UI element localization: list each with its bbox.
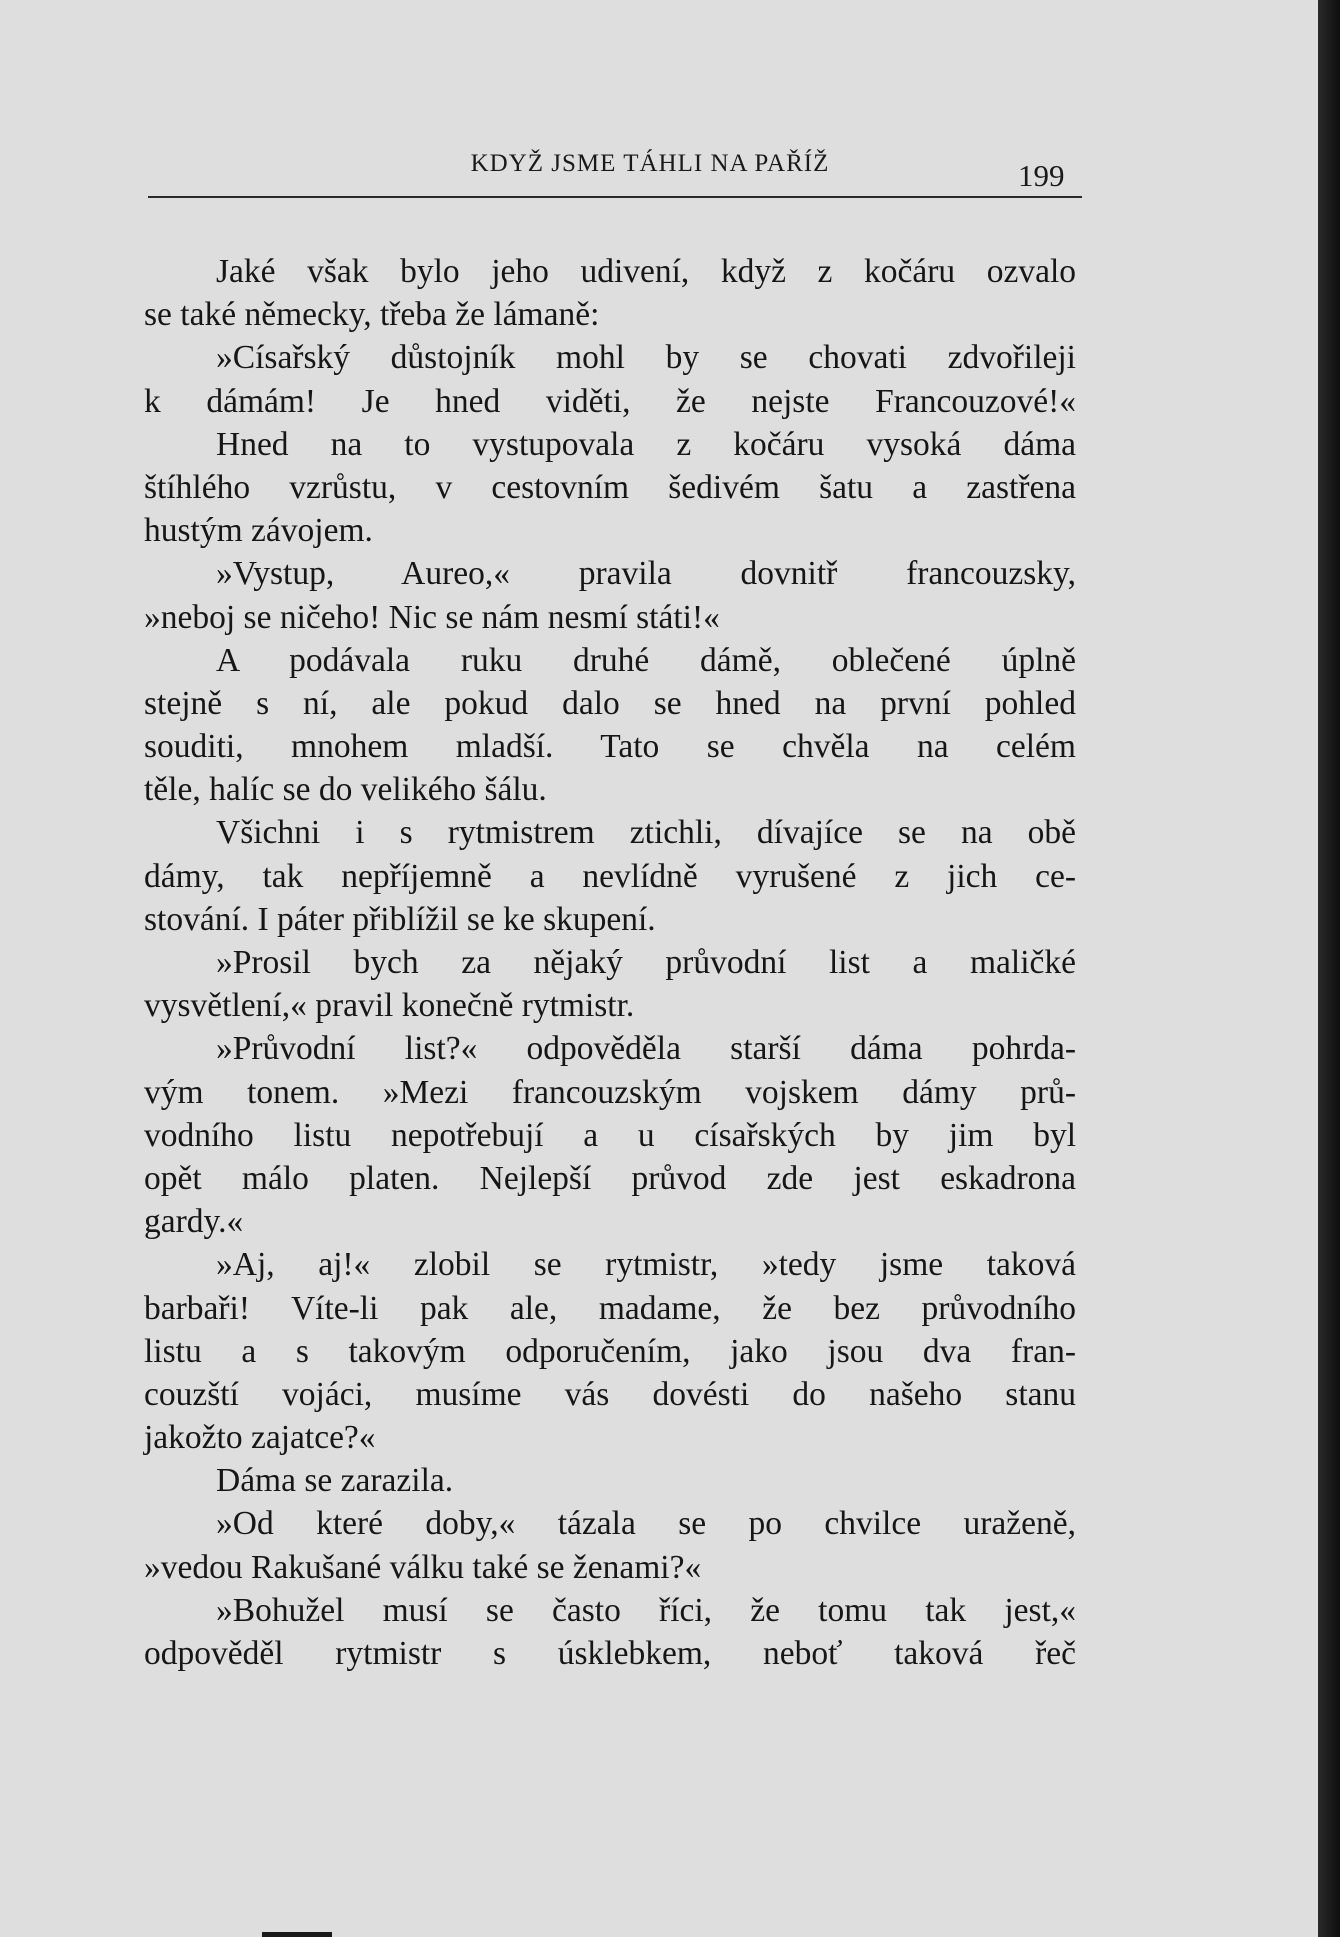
text-line: opět málo platen. Nejlepší průvod zde jest eskadrona — [144, 1159, 1076, 1197]
text-line: gardy.« — [144, 1203, 244, 1241]
text-line: těle, halíc se do velikého šálu. — [144, 771, 547, 809]
text-line: vysvětlení,« pravil konečně rytmistr. — [144, 987, 635, 1025]
text-line: barbaři! Víte-li pak ale, madame, že bez průvodního — [144, 1289, 1076, 1327]
text-line: »Bohužel musí se často říci, že tomu tak jest,« — [216, 1591, 1076, 1629]
text-line: jakožto zajatce?« — [144, 1419, 376, 1457]
text-line: štíhlého vzrůstu, v cestovním šedivém šatu a zastřena — [144, 468, 1076, 506]
text-line: k dámám! Je hned viděti, že nejste Francouzové!« — [144, 382, 1076, 420]
text-line: odpověděl rytmistr s úsklebkem, neboť taková řeč — [144, 1635, 1076, 1672]
header-rule — [148, 196, 1082, 198]
text-line: »vedou Rakušané válku také se ženami?« — [144, 1548, 702, 1586]
text-line: vým tonem. »Mezi francouzským vojskem dámy prů- — [144, 1073, 1076, 1111]
text-line: vodního listu nepotřebují a u císařských by jim byl — [144, 1116, 1076, 1154]
text-line: couzští vojáci, musíme vás dovésti do našeho stanu — [144, 1375, 1076, 1413]
text-line: »neboj se ničeho! Nic se nám nesmí státi!« — [144, 598, 720, 636]
running-head: KDYŽ JSME TÁHLI NA PAŘÍŽ — [470, 150, 830, 177]
text-line: »Průvodní list?« odpověděla starší dáma pohrda- — [216, 1030, 1076, 1068]
text-line: »Prosil bych za nějaký průvodní list a maličké — [216, 944, 1076, 981]
text-line: Všichni i s rytmistrem ztichli, dívajíce se na obě — [216, 814, 1076, 852]
text-line: »Vystup, Aureo,« pravila dovnitř francouzsky, — [216, 555, 1076, 593]
text-line: Hned na to vystupovala z kočáru vysoká dáma — [216, 425, 1076, 463]
text-line: Jaké však bylo jeho udivení, když z kočáru ozvalo — [216, 253, 1076, 290]
scan-edge — [1318, 0, 1340, 1937]
page-number: 199 — [1018, 158, 1065, 193]
text-line: stování. I páter přiblížil se ke skupení. — [144, 900, 656, 938]
text-line: »Od které doby,« tázala se po chvilce uraženě, — [216, 1505, 1076, 1543]
text-line: se také německy, třeba že lámaně: — [144, 296, 600, 334]
text-line: dámy, tak nepříjemně a nevlídně vyrušené z jich ce- — [144, 857, 1076, 895]
scan-edge-mark — [262, 1932, 332, 1937]
text-line: hustým závojem. — [144, 512, 373, 550]
text-line: souditi, mnohem mladší. Tato se chvěla na celém — [144, 728, 1076, 766]
text-line: »Císařský důstojník mohl by se chovati zdvořileji — [216, 339, 1076, 377]
body-text — [144, 250, 1076, 1675]
text-line: »Aj, aj!« zlobil se rytmistr, »tedy jsme taková — [216, 1246, 1076, 1284]
text-line: stejně s ní, ale pokud dalo se hned na první pohled — [144, 684, 1076, 722]
text-line: listu a s takovým odporučením, jako jsou dva fran- — [144, 1332, 1076, 1370]
text-line: Dáma se zarazila. — [216, 1462, 454, 1500]
text-line: A podávala ruku druhé dámě, oblečené úplně — [216, 641, 1076, 679]
